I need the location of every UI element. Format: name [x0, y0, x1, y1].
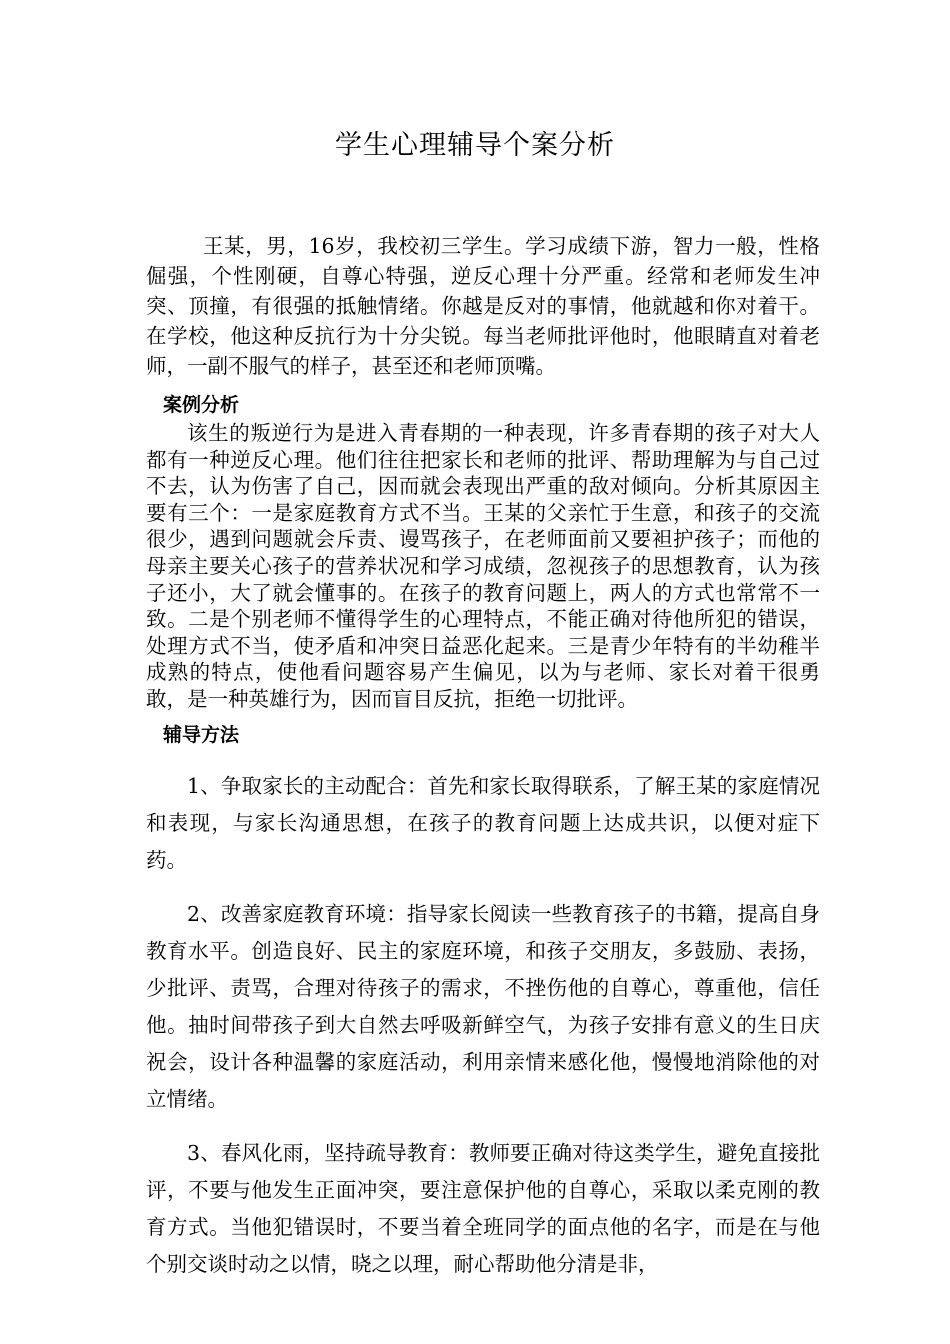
paragraph-spacer [146, 879, 820, 896]
document-body [146, 231, 820, 1283]
case-analysis-paragraph: 该生的叛逆行为是进入青春期的一种表现，许多青春期的孩子对大人都有一种逆反心理。他们往往把家长和老师的批评、帮助理解为与自己过不去，认为伤害了自己，因而就会表现出严重的敌对倾向。分析其原因主要有三个：一是家庭教育方式不当。王某的父亲忙于生意，和孩子的交流很少，遇到问题就会斥责、谩骂孩子，在老师面前又要袒护孩子；而他的母亲主要关心孩子的营养状况和学习成绩，忽视孩子的思想教育，认为孩子还小，大了就会懂事的。在孩子的教育问题上，两人的方式也常常不一致。二是个别老师不懂得学生的心理特点，不能正确对待他所犯的错误，处理方式不当，使矛盾和冲突日益恶化起来。三是青少年特有的半幼稚半成熟的特点，使他看问题容易产生偏见，以为与老师、家长对着干很勇敢，是一种英雄行为，因而盲目反抗，拒绝一切批评。 [146, 421, 820, 711]
intro-paragraph: 王某，男，16岁，我校初三学生。学习成绩下游，智力一般，性格倔强，个性刚硬，自尊心特强，逆反心理十分严重。经常和老师发生冲突、顶撞，有很强的抵触情绪。你越是反对的事情，他就越和你对着干。在学校，他这种反抗行为十分尖锐。每当老师批评他时，他眼睛直对着老师，一副不服气的样子，甚至还和老师顶嘴。 [146, 234, 820, 378]
counseling-methods-heading: 辅导方法 [163, 723, 240, 746]
case-analysis-heading: 案例分析 [163, 394, 240, 416]
method-2-paragraph: 2、改善家庭教育环境：指导家长阅读一些教育孩子的书籍，提高自身教育水平。创造良好、民主的家庭环境，和孩子交朋友，多鼓励、表扬，少批评、责骂，合理对待孩子的需求，不挫伤他的自尊心，尊重他，信任他。抽时间带孩子到大自然去呼吸新鲜空气，为孩子安排有意义的生日庆祝会，设计各种温馨的家庭活动，利用亲情来感化他，慢慢地消除他的对立情绪。 [146, 901, 820, 1111]
document-title: 学生心理辅导个案分析 [335, 130, 615, 161]
paragraph-spacer [146, 1118, 820, 1135]
method-1-paragraph: 1、争取家长的主动配合：首先和家长取得联系，了解王某的家庭情况和表现，与家长沟通思想，在孩子的教育问题上达成共识，以便对症下药。 [146, 773, 820, 872]
method-3-paragraph: 3、春风化雨，坚持疏导教育：教师要正确对待这类学生，避免直接批评，不要与他发生正面冲突，要注意保护他的自尊心，采取以柔克刚的教育方式。当他犯错误时，不要当着全班同学的面点他的名字，而是在与他个别交谈时动之以情，晓之以理，耐心帮助他分清是非， [146, 1140, 820, 1276]
